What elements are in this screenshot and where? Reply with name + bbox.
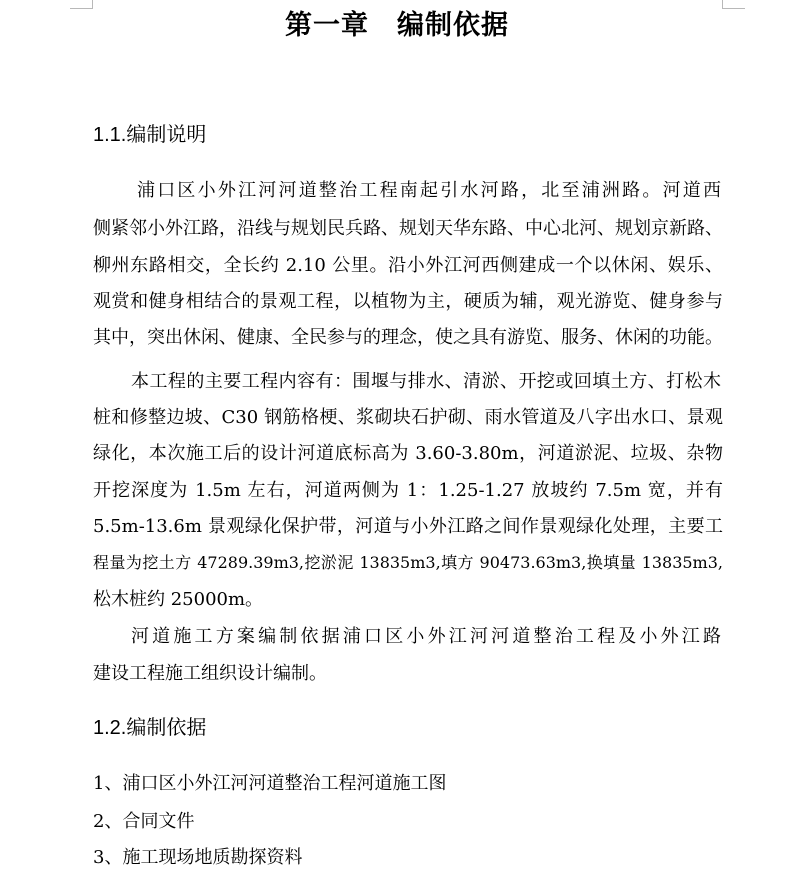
paragraph-line: 绿化，本次施工后的设计河道底标高为 3.60-3.80m，河道淤泥、垃圾、杂物 (93, 443, 723, 464)
paragraph-line: 浦口区小外江河河道整治工程南起引水河路，北至浦洲路。河道西 (137, 180, 721, 201)
paragraph-line: 松木桩约 25000m。 (93, 589, 264, 610)
paragraph-line: 建设工程施工组织设计编制。 (93, 663, 327, 684)
paragraph-line: 本工程的主要工程内容有：围堰与排水、清淤、开挖或回填土方、打松木 (131, 371, 721, 392)
section-heading-1-1: 1.1.编制说明 (93, 124, 207, 146)
paragraph-line: 程量为挖土方 47289.39m3,挖淤泥 13835m3,填方 90473.63m3,换填量 13835m3, (93, 553, 723, 572)
list-item: 2、合同文件 (93, 811, 195, 832)
paragraph-line: 5.5m-13.6m 景观绿化保护带，河道与小外江路之间作景观绿化处理，主要工 (93, 516, 723, 537)
chapter-title: 第一章 编制依据 (285, 10, 509, 41)
paragraph-line: 桩和修整边坡、C30 钢筋格梗、浆砌块石护砌、雨水管道及八字出水口、景观 (93, 407, 723, 428)
paragraph-line: 柳州东路相交，全长约 2.10 公里。沿小外江河西侧建成一个以休闲、娱乐、 (93, 255, 723, 276)
paragraph-line: 河道施工方案编制依据浦口区小外江河河道整治工程及小外江路 (131, 626, 721, 647)
section-heading-1-2: 1.2.编制依据 (93, 717, 207, 739)
paragraph-line: 观赏和健身相结合的景观工程，以植物为主，硬质为辅，观光游览、健身参与 (93, 291, 723, 312)
paragraph-line: 侧紧邻小外江路，沿线与规划民兵路、规划天华东路、中心北河、规划京新路、 (93, 218, 723, 239)
paragraph-line: 开挖深度为 1.5m 左右，河道两侧为 1：1.25-1.27 放坡约 7.5m 宽，并有 (93, 480, 723, 501)
list-item: 1、浦口区小外江河河道整治工程河道施工图 (93, 773, 447, 794)
paragraph-line: 其中，突出休闲、健康、全民参与的理念，使之具有游览、服务、休闲的功能。 (93, 327, 723, 348)
list-item: 3、施工现场地质勘探资料 (93, 847, 303, 868)
